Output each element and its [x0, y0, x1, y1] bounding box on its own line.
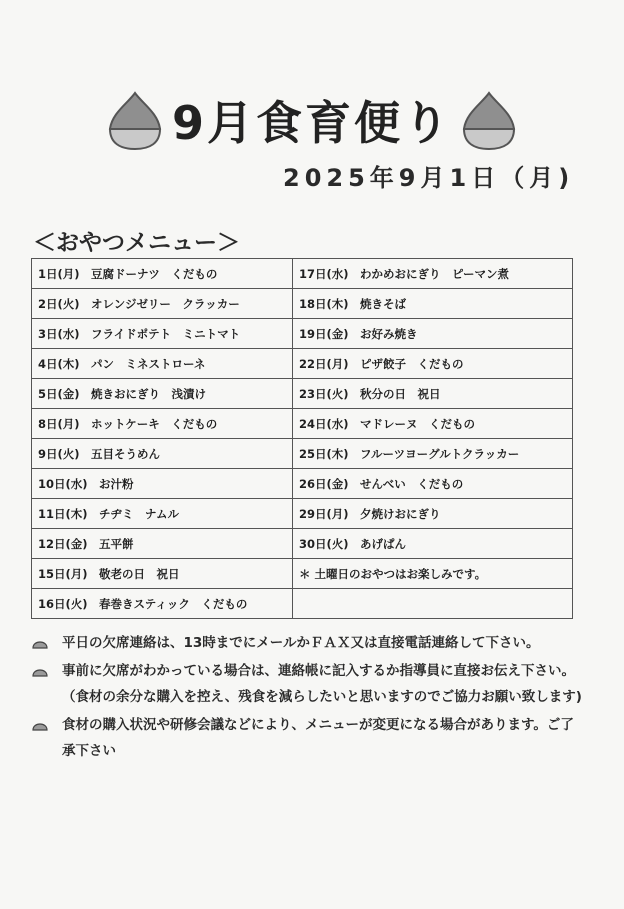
notes-list — [32, 630, 587, 766]
note-text: 食材の購入状況や研修会議などにより、メニューが変更になる場合があります。ご了承下さい — [62, 717, 574, 759]
table-row — [32, 379, 573, 409]
menu-cell: 19日(金) お好み焼き — [293, 319, 573, 349]
menu-cell: 11日(木) チヂミ ナムル — [32, 499, 293, 529]
table-row — [32, 529, 573, 559]
chestnut-icon — [106, 89, 164, 151]
menu-cell: 25日(木) フルーツヨーグルトクラッカー — [293, 439, 573, 469]
chestnut-icon — [460, 89, 518, 151]
bullet-dot-icon — [32, 635, 48, 651]
menu-cell: 30日(火) あげぱん — [293, 529, 573, 559]
note-text: 平日の欠席連絡は、13時までにメールかＦＡＸ又は直接電話連絡して下さい。 — [62, 635, 540, 651]
page-title: 9月食育便り — [171, 96, 452, 150]
table-row — [32, 469, 573, 499]
menu-cell: 22日(月) ピザ餃子 くだもの — [293, 349, 573, 379]
menu-cell: 29日(月) 夕焼けおにぎり — [293, 499, 573, 529]
menu-cell: 12日(金) 五平餅 — [32, 529, 293, 559]
issue-date: 2025年9月1日（月) — [283, 164, 575, 192]
menu-cell: 24日(水) マドレーヌ くだもの — [293, 409, 573, 439]
empty-cell — [293, 589, 573, 619]
table-row — [32, 589, 573, 619]
menu-cell: 8日(月) ホットケーキ くだもの — [32, 409, 293, 439]
table-row — [32, 409, 573, 439]
menu-cell: 18日(木) 焼きそば — [293, 289, 573, 319]
menu-cell: 9日(火) 五目そうめん — [32, 439, 293, 469]
list-item — [32, 712, 587, 764]
list-item — [32, 630, 587, 656]
menu-cell: 16日(火) 春巻きスティック くだもの — [32, 589, 293, 619]
table-row — [32, 319, 573, 349]
table-row — [32, 499, 573, 529]
bullet-dot-icon — [32, 663, 48, 679]
menu-cell: 10日(水) お汁粉 — [32, 469, 293, 499]
menu-heading: ＜おやつメニュー＞ — [33, 230, 240, 256]
list-item — [32, 658, 587, 710]
menu-cell: 4日(木) パン ミネストローネ — [32, 349, 293, 379]
table-row — [32, 289, 573, 319]
menu-cell: 5日(金) 焼きおにぎり 浅漬け — [32, 379, 293, 409]
menu-cell: 1日(月) 豆腐ドーナツ くだもの — [32, 259, 293, 289]
table-row — [32, 259, 573, 289]
table-row — [32, 559, 573, 589]
title-row — [0, 84, 624, 156]
menu-cell: 17日(水) わかめおにぎり ピーマン煮 — [293, 259, 573, 289]
menu-note-cell: ＊ 土曜日のおやつはお楽しみです。 — [293, 559, 573, 589]
snack-menu-table — [31, 258, 573, 619]
note-text: 事前に欠席がわかっている場合は、連絡帳に記入するか指導員に直接お伝え下さい。（食材の余分な購入を控え、残食を減らしたいと思いますのでご協力お願い致します) — [62, 663, 582, 705]
bullet-dot-icon — [32, 717, 48, 733]
table-row — [32, 439, 573, 469]
menu-cell: 23日(火) 秋分の日 祝日 — [293, 379, 573, 409]
menu-cell: 3日(水) フライドポテト ミニトマト — [32, 319, 293, 349]
table-row — [32, 349, 573, 379]
menu-cell: 15日(月) 敬老の日 祝日 — [32, 559, 293, 589]
menu-cell: 2日(火) オレンジゼリー クラッカー — [32, 289, 293, 319]
menu-cell: 26日(金) せんべい くだもの — [293, 469, 573, 499]
